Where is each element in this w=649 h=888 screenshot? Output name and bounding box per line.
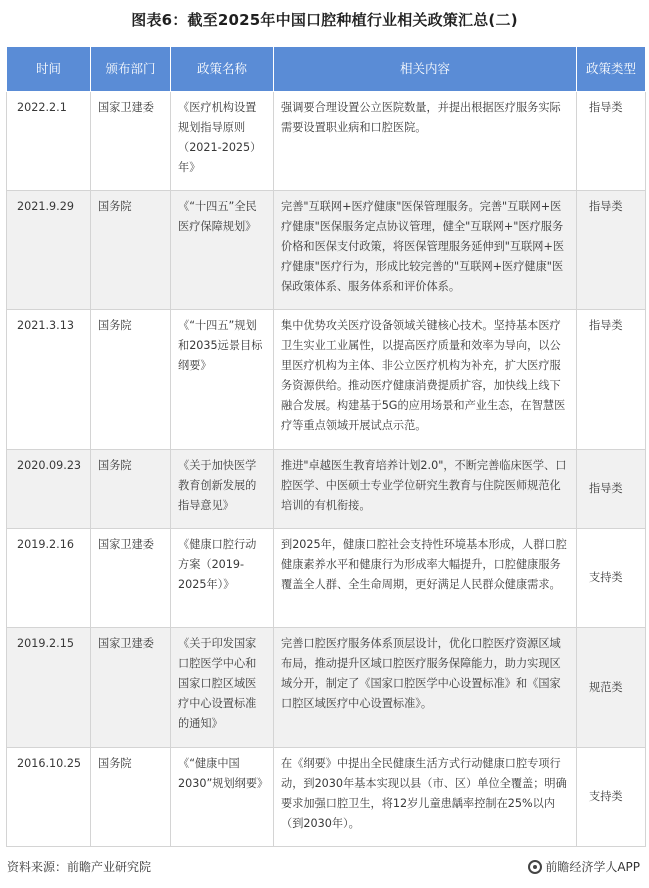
cell-dept: 国务院	[91, 450, 171, 529]
table-row	[7, 310, 646, 450]
cell-policy-type: 指导类	[577, 310, 646, 450]
cell-policy-name: 《“十四五”全民医疗保障规划》	[171, 191, 274, 310]
header-content: 相关内容	[274, 47, 577, 92]
header-date: 时间	[7, 47, 91, 92]
brand-mark	[528, 858, 640, 875]
cell-content: 强调要合理设置公立医院数量，并提出根据医疗服务实际需要设置职业病和口腔医院。	[274, 92, 577, 191]
cell-date: 2019.2.15	[7, 628, 91, 748]
cell-content: 完善口腔医疗服务体系顶层设计，优化口腔医疗资源区域布局，推动提升区域口腔医疗服务保障能力，助力实现区域分开，制定了《国家口腔医学中心设置标准》和《国家口腔区域医疗中心设置标准》。	[274, 628, 577, 748]
cell-dept: 国家卫建委	[91, 92, 171, 191]
page-title: 图表6：截至2025年中国口腔种植行业相关政策汇总(二)	[131, 11, 518, 29]
cell-dept: 国家卫建委	[91, 529, 171, 628]
cell-date: 2016.10.25	[7, 748, 91, 847]
cell-policy-name: 《关于印发国家口腔医学中心和国家口腔区域医疗中心设置标准的通知》	[171, 628, 274, 748]
cell-content: 完善"互联网+医疗健康"医保管理服务。完善"互联网+医疗健康"医保服务定点协议管理，健全"互联网+"医疗服务价格和医保支付政策，将医保管理服务延伸到"互联网+医疗健康"医疗行为，形成比较完善的"互联网+医疗健康"医保政策体系、服务体系和评价体系。	[274, 191, 577, 310]
header-policy-name: 政策名称	[171, 47, 274, 92]
table-row	[7, 191, 646, 310]
cell-dept: 国家卫建委	[91, 628, 171, 748]
cell-date: 2021.3.13	[7, 310, 91, 450]
cell-content: 推进"卓越医生教育培养计划2.0"，不断完善临床医学、口腔医学、中医硕士专业学位研究生教育与住院医师规范化培训的有机衔接。	[274, 450, 577, 529]
cell-policy-type: 支持类	[577, 529, 646, 628]
source-note: 资料来源：前瞻产业研究院	[7, 860, 152, 874]
cell-date: 2021.9.29	[7, 191, 91, 310]
cell-policy-type: 指导类	[577, 92, 646, 191]
header-policy-type: 政策类型	[577, 47, 646, 92]
cell-date: 2019.2.16	[7, 529, 91, 628]
cell-content: 集中优势攻关医疗设备领域关键核心技术。坚持基本医疗卫生实业工业属性，以提高医疗质量和效率为导向，以公里医疗机构为主体、非公立医疗机构为补充，扩大医疗服务资源供给。推动医疗健康消费提质扩容，加快线上线下融合发展。构建基于5G的应用场景和产业生态，在智慧医疗等重点领域开展试点示范。	[274, 310, 577, 450]
cell-content: 到2025年，健康口腔社会支持性环境基本形成，人群口腔健康素养水平和健康行为形成率大幅提升，口腔健康服务覆盖全人群、全生命周期，更好满足人民群众健康需求。	[274, 529, 577, 628]
cell-policy-name: 《“健康中国2030”规划纲要》	[171, 748, 274, 847]
table-row	[7, 748, 646, 847]
cell-dept: 国务院	[91, 748, 171, 847]
cell-dept: 国务院	[91, 310, 171, 450]
cell-policy-type: 指导类	[577, 191, 646, 310]
cell-policy-type: 支持类	[577, 748, 646, 847]
cell-policy-name: 《医疗机构设置规划指导原则（2021-2025）年》	[171, 92, 274, 191]
header-dept: 颁布部门	[91, 47, 171, 92]
cell-date: 2020.09.23	[7, 450, 91, 529]
cell-policy-type: 指导类	[577, 450, 646, 529]
table-row	[7, 92, 646, 191]
table-header-row	[7, 47, 646, 92]
cell-date: 2022.2.1	[7, 92, 91, 191]
table-row	[7, 628, 646, 748]
policy-table	[6, 46, 646, 847]
brand-label: 前瞻经济学人APP	[545, 860, 640, 874]
cell-policy-name: 《“十四五”规划和2035远景目标纲要》	[171, 310, 274, 450]
cell-policy-type: 规范类	[577, 628, 646, 748]
brand-logo-icon	[528, 860, 542, 874]
cell-dept: 国务院	[91, 191, 171, 310]
cell-policy-name: 《健康口腔行动方案（2019-2025年）》	[171, 529, 274, 628]
cell-policy-name: 《关于加快医学教育创新发展的指导意见》	[171, 450, 274, 529]
cell-content: 在《纲要》中提出全民健康生活方式行动健康口腔专项行动，到2030年基本实现以县（市、区）单位全覆盖；明确要求加强口腔卫生，将12岁儿童患龋率控制在25%以内（到2030年）。	[274, 748, 577, 847]
table-row	[7, 529, 646, 628]
table-row	[7, 450, 646, 529]
